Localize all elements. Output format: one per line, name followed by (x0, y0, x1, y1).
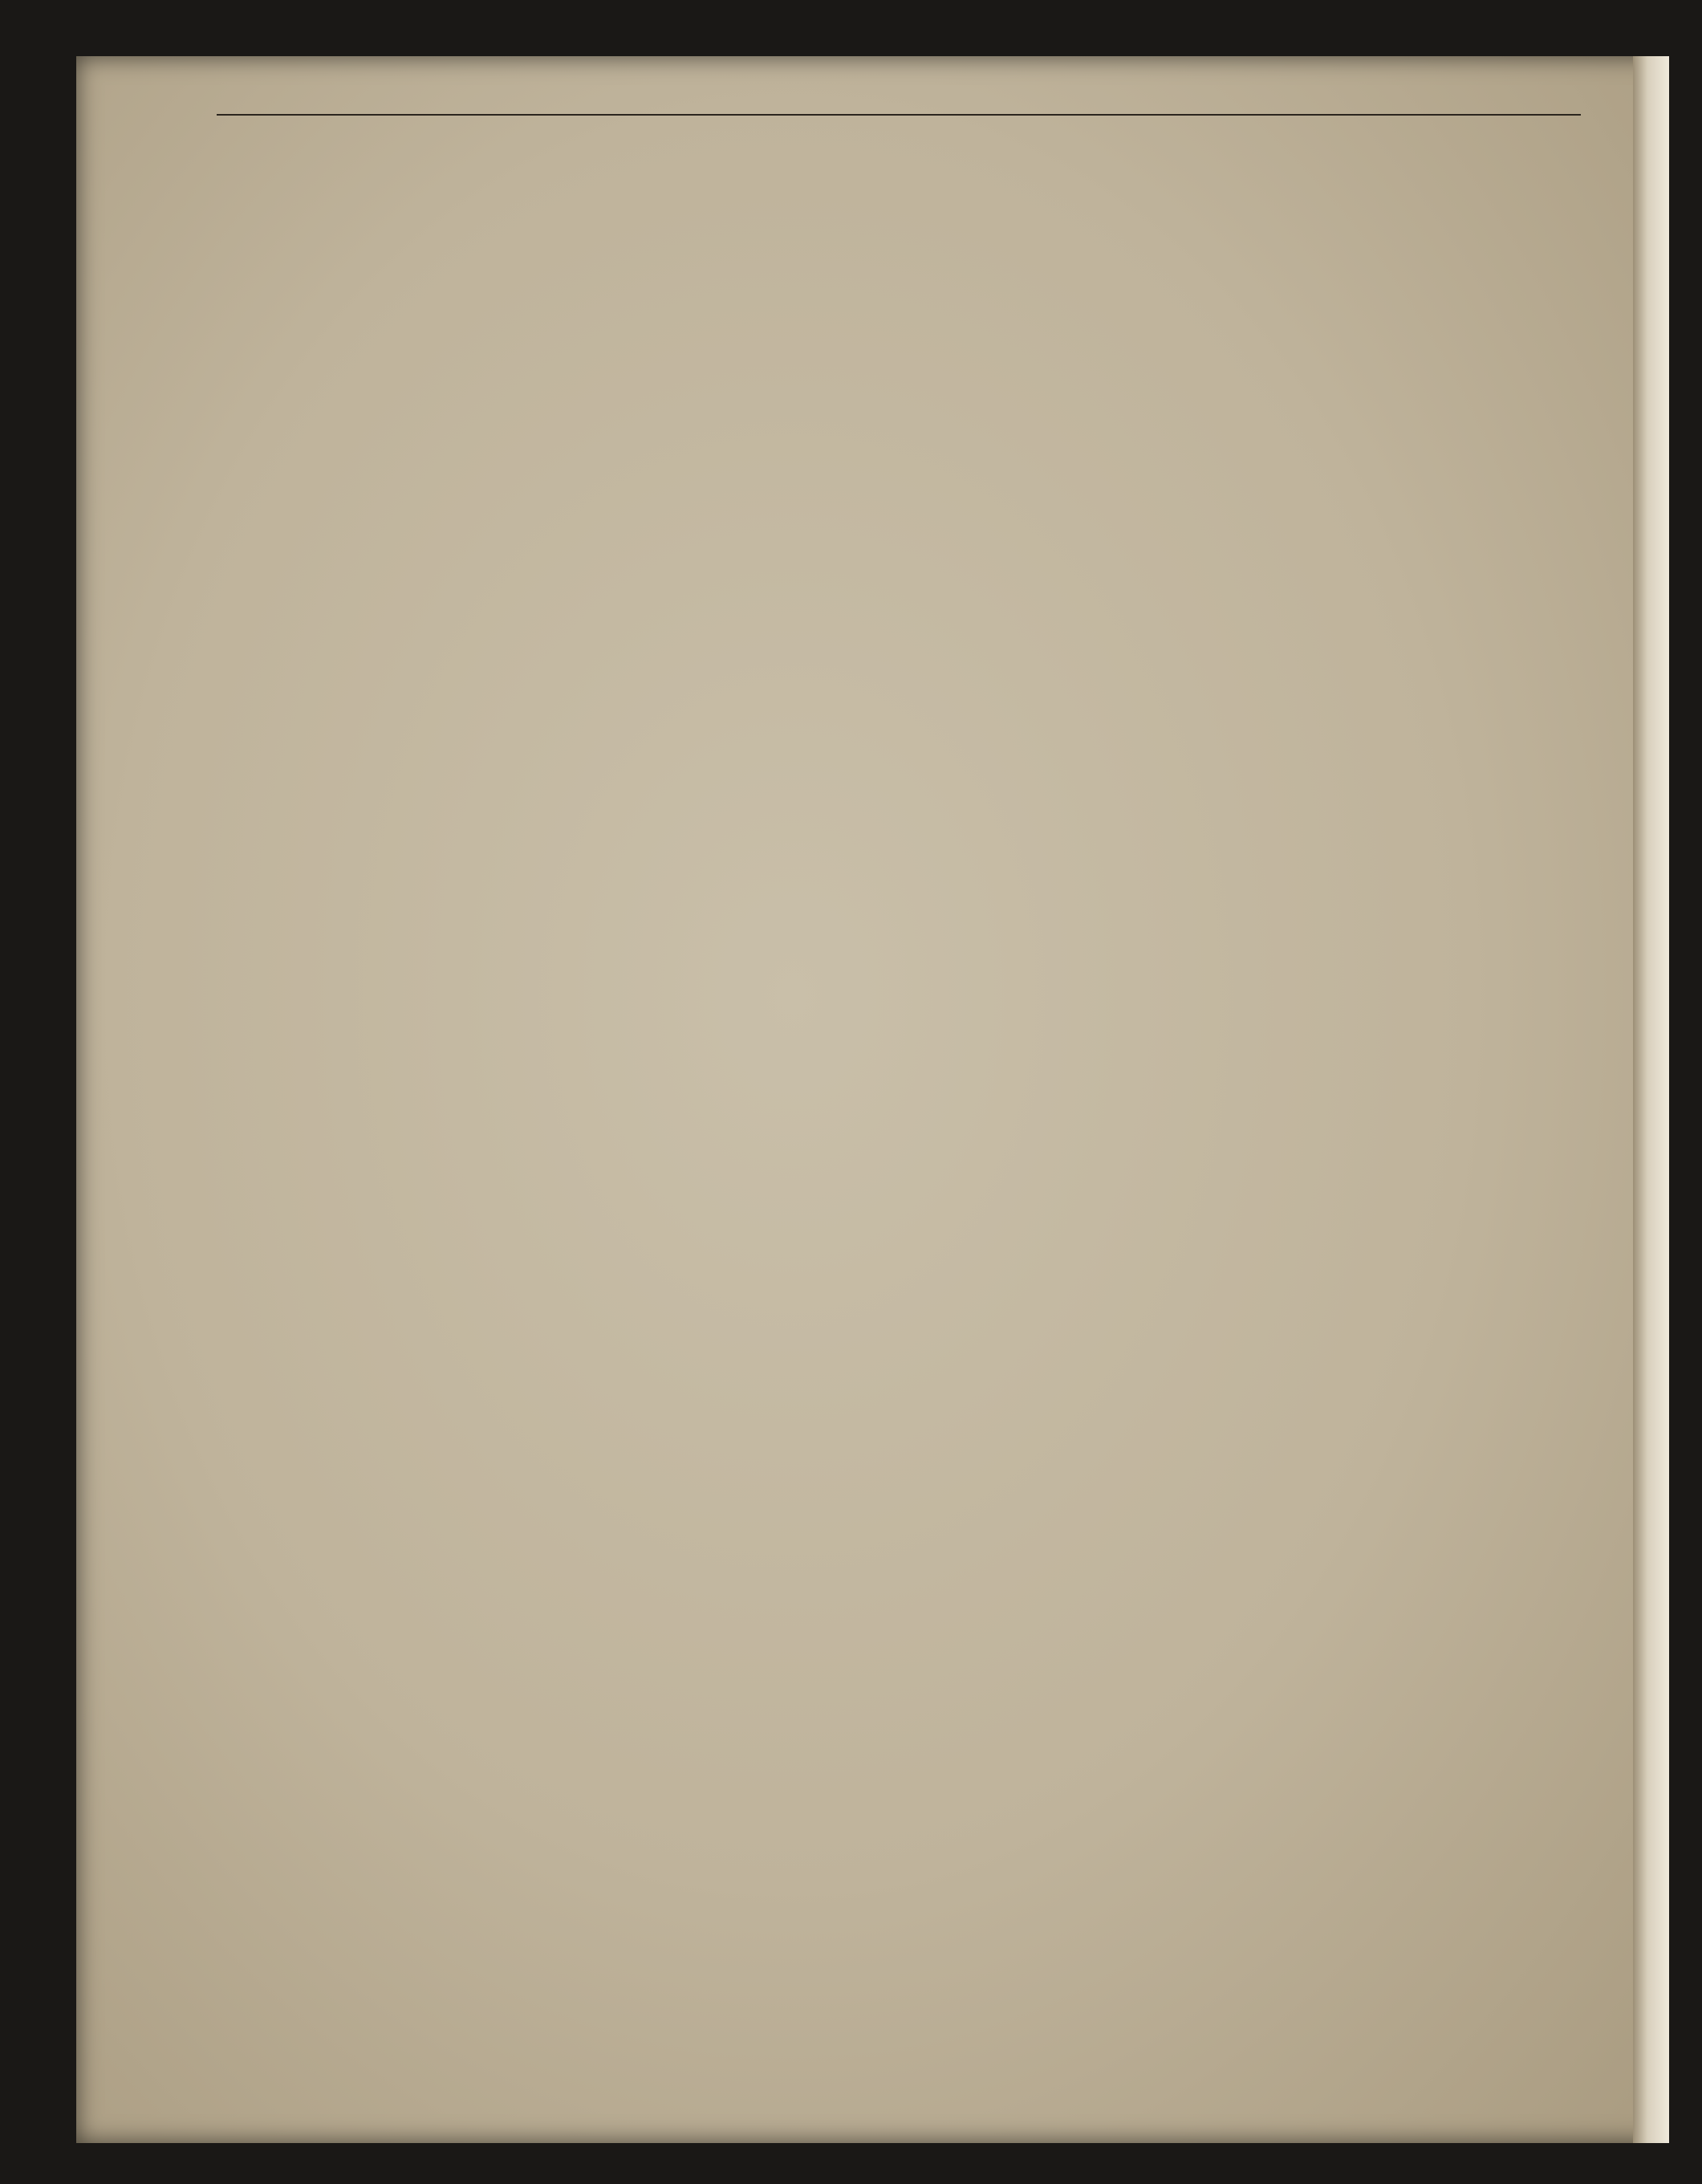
separator-rule (217, 114, 1581, 116)
newspaper-page (76, 56, 1669, 2143)
page-gutter (1633, 56, 1669, 2143)
page-text (217, 103, 1573, 124)
